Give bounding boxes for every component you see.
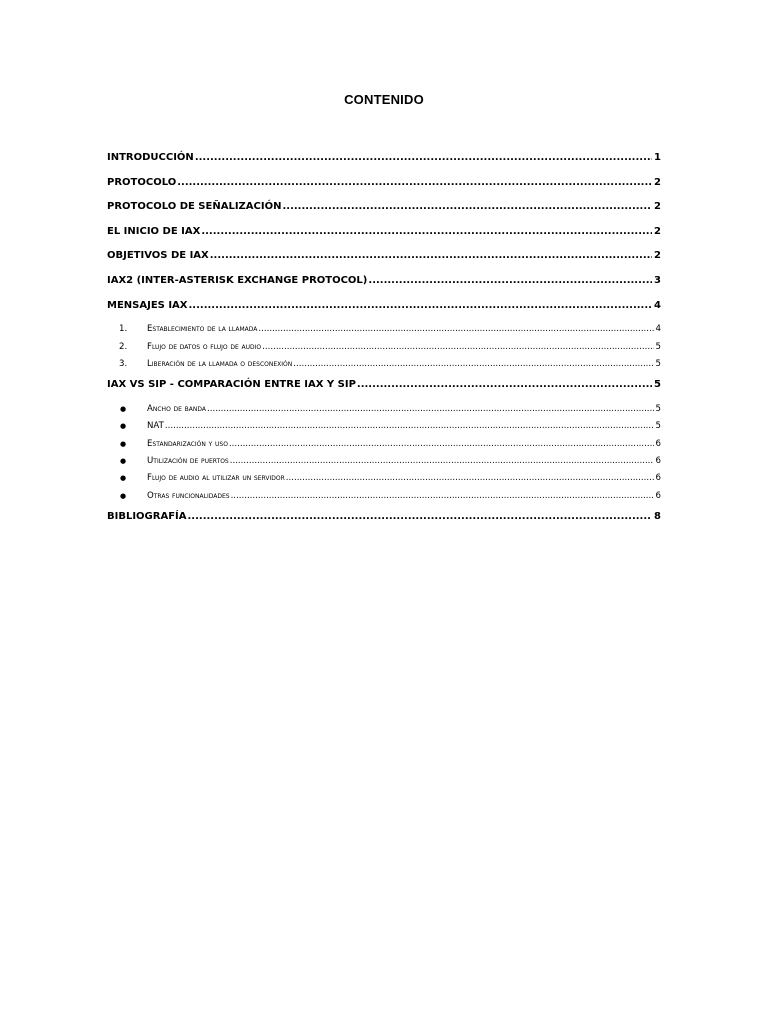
toc-page-number: 2 <box>654 201 661 213</box>
dot-leader <box>368 269 652 294</box>
dot-leader <box>207 401 654 418</box>
dot-leader <box>262 339 653 356</box>
toc-page-number: 6 <box>655 473 661 484</box>
toc-page-number: 5 <box>655 403 661 414</box>
toc-page-number: 2 <box>654 250 661 262</box>
toc-entry-text: IAX VS SIP - COMPARACIÓN ENTRE IAX Y SIP <box>107 379 356 391</box>
bullet-icon: ● <box>120 422 127 431</box>
dot-leader <box>210 244 652 269</box>
dot-leader <box>229 436 654 453</box>
toc-entry-mensajes-iax[interactable] <box>107 294 661 319</box>
toc-entry-text: Ancho de banda <box>147 403 206 414</box>
toc-page-number: 4 <box>654 299 661 311</box>
toc-entry-iax-vs-sip[interactable] <box>107 373 661 398</box>
toc-page-number: 6 <box>655 456 661 467</box>
table-of-contents <box>107 146 661 530</box>
toc-entry-text: EL INICIO DE IAX <box>107 225 201 237</box>
toc-entry-text: OBJETIVOS DE IAX <box>107 250 209 262</box>
toc-entry-text: PROTOCOLO <box>107 176 177 188</box>
toc-entry-iax2[interactable] <box>107 269 661 294</box>
toc-entry-inicio-iax[interactable] <box>107 220 661 245</box>
toc-entry-text: Liberación de la llamada o desconexión <box>147 358 293 369</box>
dot-leader <box>195 146 652 171</box>
list-number: 2. <box>119 341 128 352</box>
toc-subentry-estandarizacion[interactable] <box>107 436 661 453</box>
toc-page-number: 1 <box>654 152 661 163</box>
toc-entry-introduccion[interactable] <box>107 146 661 171</box>
toc-subentry-otras-funcionalidades[interactable] <box>107 488 661 505</box>
toc-subentry-flujo-datos[interactable] <box>107 339 661 356</box>
dot-leader <box>357 373 652 398</box>
toc-subentry-establecimiento[interactable] <box>107 321 661 338</box>
toc-page-number: 5 <box>655 358 661 369</box>
toc-page-number: 8 <box>654 511 661 523</box>
page-title: CONTENIDO <box>344 92 424 107</box>
dot-leader <box>177 171 652 196</box>
toc-entry-text: Estandarización y uso <box>147 438 228 449</box>
toc-entry-protocolo[interactable] <box>107 171 661 196</box>
toc-page-number: 6 <box>655 490 661 501</box>
toc-entry-protocolo-senalizacion[interactable] <box>107 195 661 220</box>
dot-leader <box>230 453 654 470</box>
dot-leader <box>293 356 653 373</box>
list-number: 1. <box>119 324 128 335</box>
toc-entry-text: Utilización de puertos <box>147 456 229 467</box>
toc-entry-text: Flujo de audio al utilizar un servidor <box>147 473 285 484</box>
bullet-icon: ● <box>120 474 127 483</box>
toc-entry-text: IAX2 (INTER-ASTERISK EXCHANGE PROTOCOL) <box>107 274 368 286</box>
toc-entry-bibliografia[interactable] <box>107 505 661 530</box>
dot-leader <box>201 220 652 245</box>
toc-entry-text: INTRODUCCIÓN <box>107 152 194 163</box>
bullet-icon: ● <box>120 491 127 500</box>
toc-page-number: 2 <box>654 176 661 188</box>
dot-leader <box>189 294 653 319</box>
toc-entry-text: Flujo de datos o flujo de audio <box>147 341 262 352</box>
toc-page-number: 4 <box>655 324 661 335</box>
toc-entry-text: PROTOCOLO DE SEÑALIZACIÓN <box>107 201 282 213</box>
dot-leader <box>282 195 652 220</box>
list-number: 3. <box>119 358 128 369</box>
dot-leader <box>165 418 654 435</box>
toc-subentry-liberacion[interactable] <box>107 356 661 373</box>
toc-entry-text: MENSAJES IAX <box>107 299 188 311</box>
toc-entry-objetivos-iax[interactable] <box>107 244 661 269</box>
dot-leader <box>231 488 654 505</box>
toc-subentry-nat[interactable] <box>107 418 661 435</box>
toc-subentry-flujo-audio-servidor[interactable] <box>107 470 661 487</box>
toc-entry-text: NAT <box>147 421 164 432</box>
toc-subentry-puertos[interactable] <box>107 453 661 470</box>
toc-page-number: 5 <box>655 341 661 352</box>
toc-page-number: 5 <box>655 421 661 432</box>
dot-leader <box>286 470 654 487</box>
toc-entry-text: BIBLIOGRAFÍA <box>107 511 187 523</box>
toc-entry-text: Otras funcionalidades <box>147 490 230 501</box>
dot-leader <box>258 321 653 338</box>
toc-page-number: 3 <box>654 274 661 286</box>
bullet-icon: ● <box>120 404 127 413</box>
toc-page-number: 5 <box>654 379 661 391</box>
bullet-icon: ● <box>120 457 127 466</box>
toc-entry-text: Establecimiento de la llamada <box>147 324 258 335</box>
toc-page-number: 2 <box>654 225 661 237</box>
toc-subentry-ancho-banda[interactable] <box>107 401 661 418</box>
toc-page-number: 6 <box>655 438 661 449</box>
bullet-icon: ● <box>120 439 127 448</box>
dot-leader <box>188 505 653 530</box>
